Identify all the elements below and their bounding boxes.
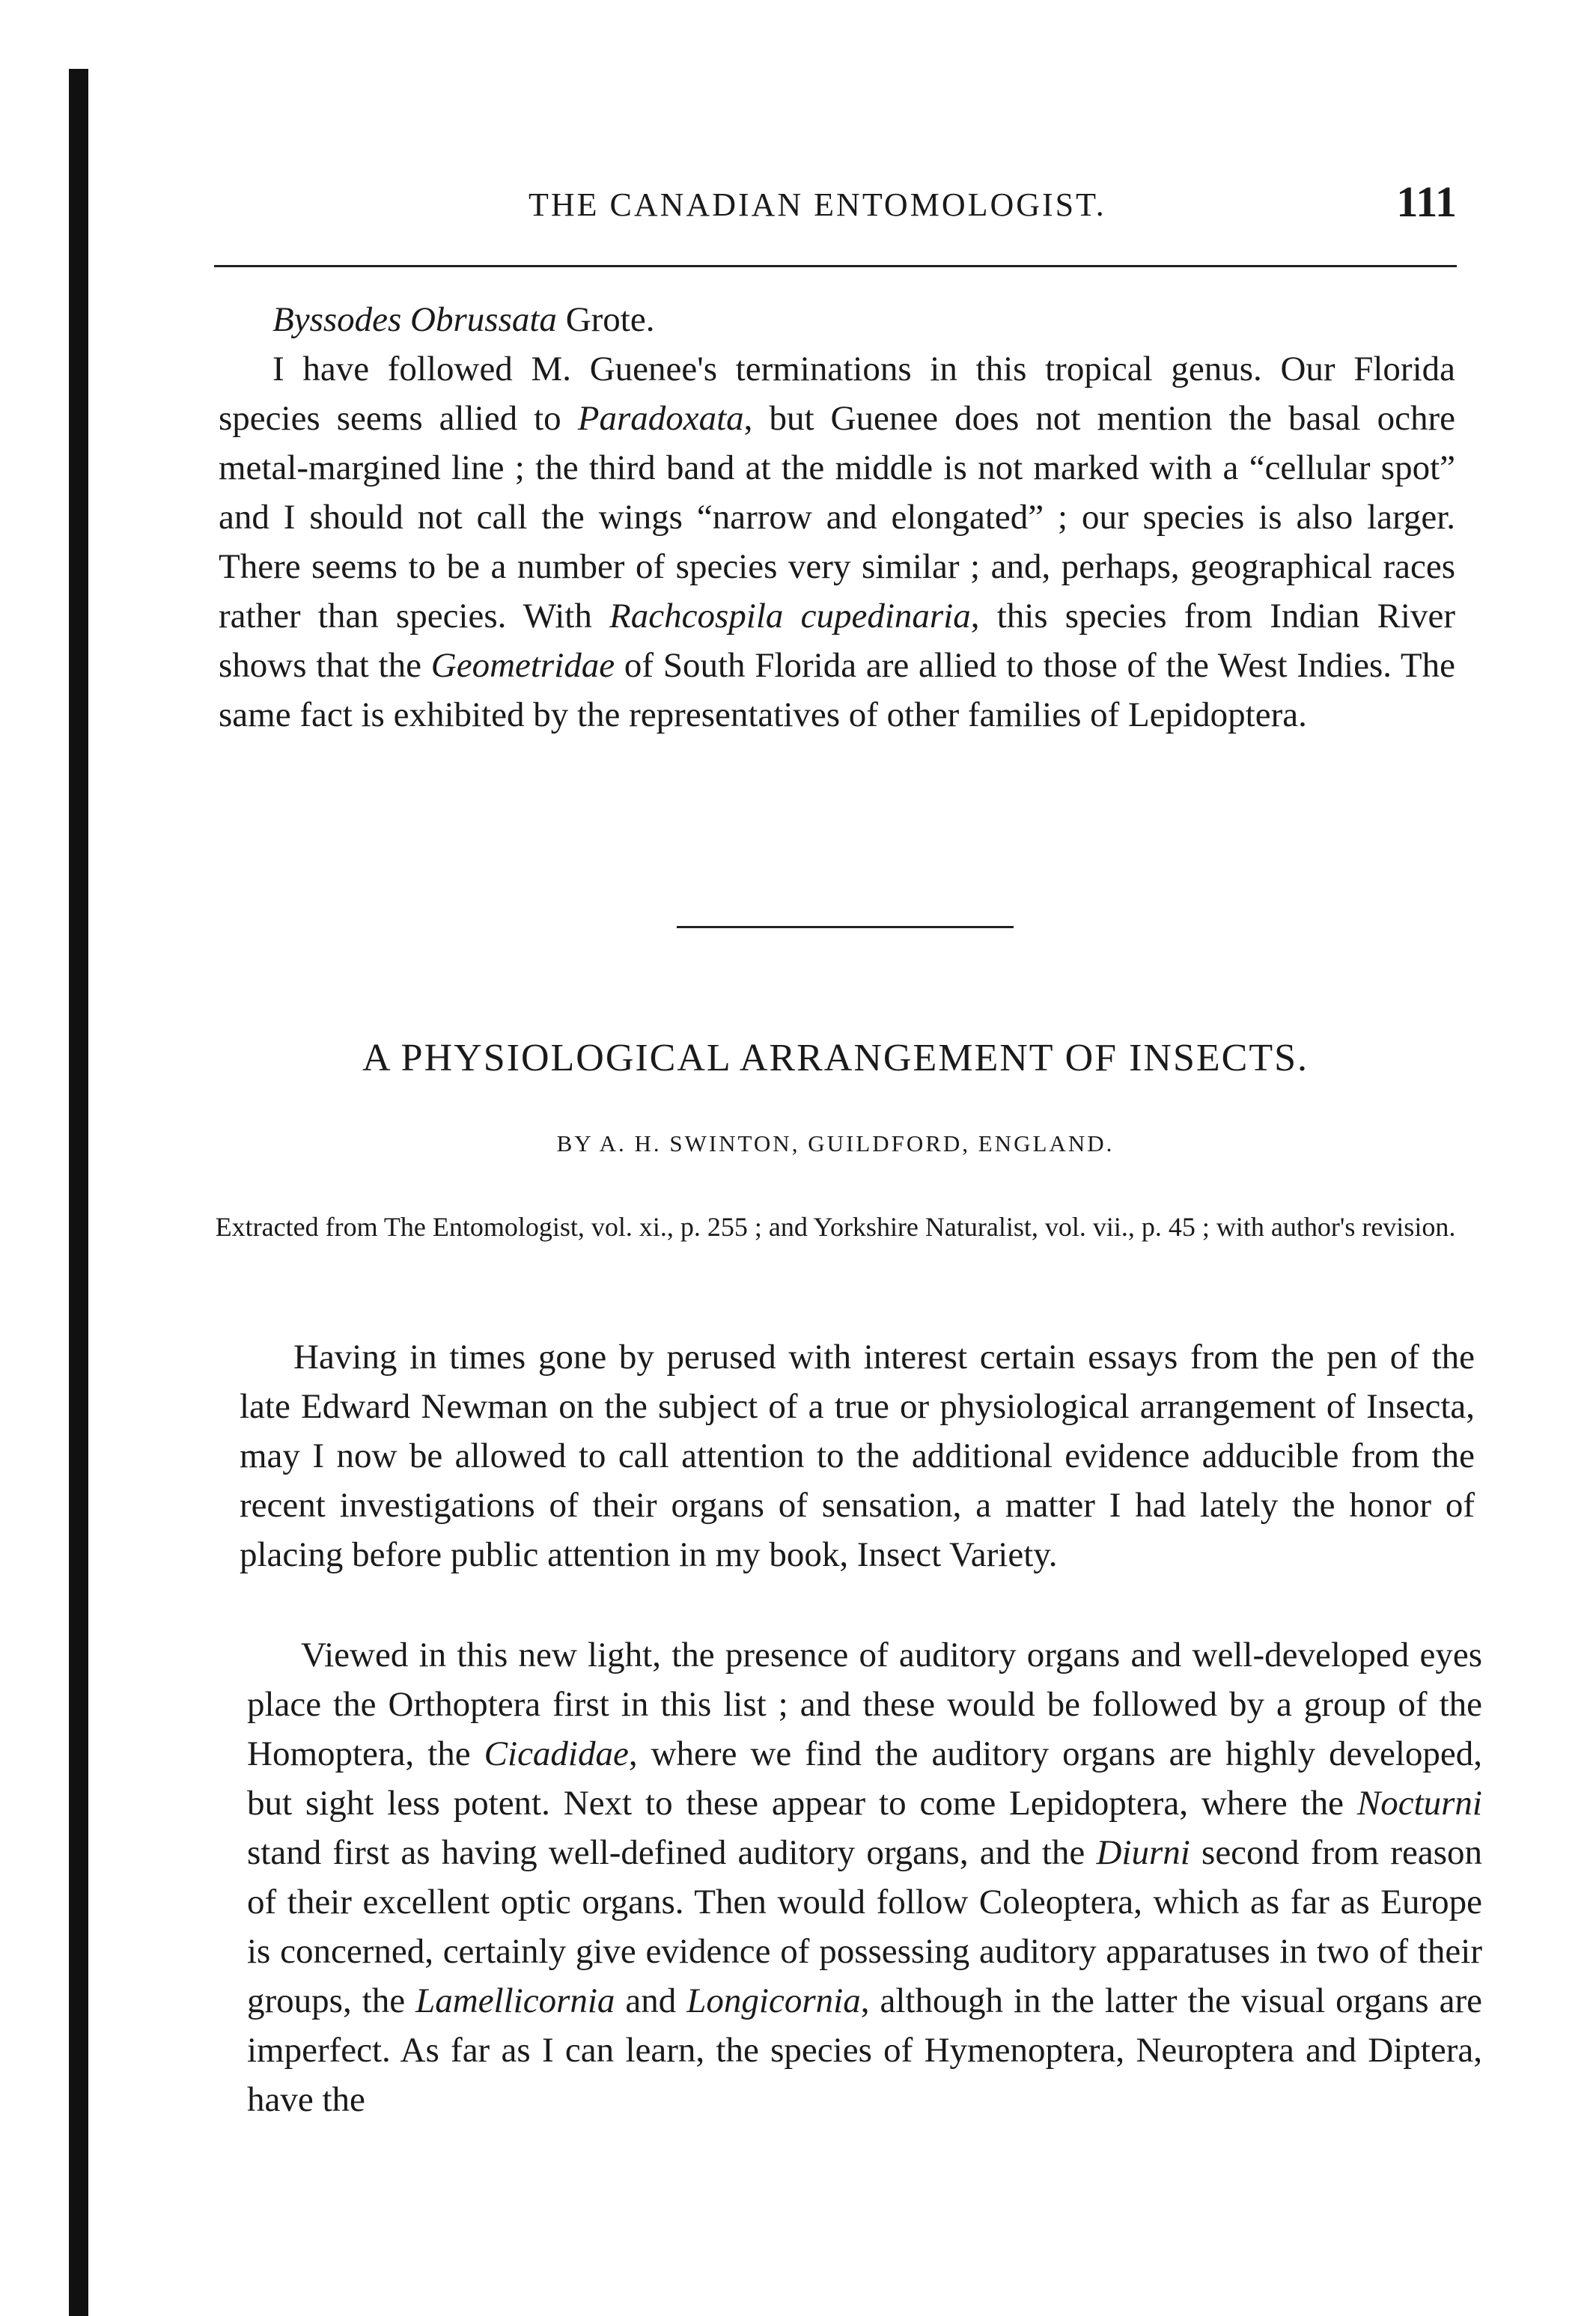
article-para2-text-e: stand first as having well-defined auditory organs, and the [247,1833,1097,1872]
article-para2-text-a: Viewed in this new light, the presence of auditory organs and well-developed eyes place the Orthoptera first in this list ; and these would be followed by a group of the Homoptera, the [247,1636,1482,1773]
article-paragraph-2 [247,1630,1482,2124]
article-title: A PHYSIOLOGICAL ARRANGEMENT OF INSECTS. [362,1037,1309,1079]
article-para2-text-k: , although in the latter the visual organs are imperfect. As far as I can learn, the species of Hymenoptera, Neuroptera and Diptera, have the [247,1981,1482,2119]
article-paragraph-1-text: Having in times gone by perused with interest certain essays from the pen of the late Edward Newman on the subject of a true or physiological arrangement of Insecta, may I now be allowed to call attention to the additional evidence adducible from the recent investigations of their organs of sensation, a matter I had lately the honor of placing before public attention in my book, Insect Variety. [240,1338,1475,1574]
species-taxon-paradoxata: Paradoxata [577,399,744,438]
header-rule [214,265,1457,267]
taxon-cicadidae: Cicadidae [484,1734,629,1773]
article-para2-text-c: , where we find the auditory organs are highly developed, but sight less potent. Next to these appear to come Lepidoptera, where the [247,1734,1482,1823]
taxon-lamellicornia: Lamellicornia [415,1981,615,2020]
species-text-3: , but Guenee does not mention the basal ochre metal-margined line ; the third band at the middle is not marked with a “cellular spot” and I should not call the wings “narrow and elongated” ; our species is also larger. There seems to be a number of species very similar ; and, perhaps, geographical races rather than species. With [219,399,1455,636]
running-title: THE CANADIAN ENTOMOLOGIST. [529,186,1106,223]
article-para2-text-i: and [615,1981,687,2020]
section-divider [677,926,1014,928]
article-paragraph-1 [240,1332,1475,1579]
taxon-longicornia: Longicornia [686,1981,861,2020]
article-byline: BY A. H. SWINTON, GUILDFORD, ENGLAND. [556,1130,1115,1157]
species-taxon-geometridae: Geometridae [430,646,615,685]
article-para2-text-g: second from reason of their excellent optic organs. Then would follow Coleoptera, which as far as Europe is concerned, certainly give evidence of possessing auditory apparatuses in two of their groups, the [247,1833,1482,2020]
binding-edge [69,69,88,2316]
article-source-note: Extracted from The Entomologist, vol. xi., p. 255 ; and Yorkshire Naturalist, vol. vii., p. 45 ; with author's revision. [215,1212,1456,1242]
species-text-1: I have followed M. Guenee's terminations in this tropical genus. [272,350,1262,388]
species-text-5: of South Florida are allied to those of the West Indies. The same fact is exhibited by the representatives of other families of Lepidoptera. [219,646,1456,734]
species-heading-name: Byssodes Obrussata [272,300,557,339]
page-header [214,177,1457,259]
species-text-4: , this species from Indian River shows that the [219,597,1455,685]
species-text-2: Our Florida species seems allied to [219,350,1455,438]
species-heading-author: Grote. [556,300,655,339]
species-taxon-rachcospila: Rachcospila cupedinaria [609,597,971,636]
taxon-nocturni: Nocturni [1356,1784,1482,1823]
species-note-paragraph [219,295,1455,740]
page-number: 111 [1396,177,1457,226]
taxon-diurni: Diurni [1096,1833,1190,1872]
